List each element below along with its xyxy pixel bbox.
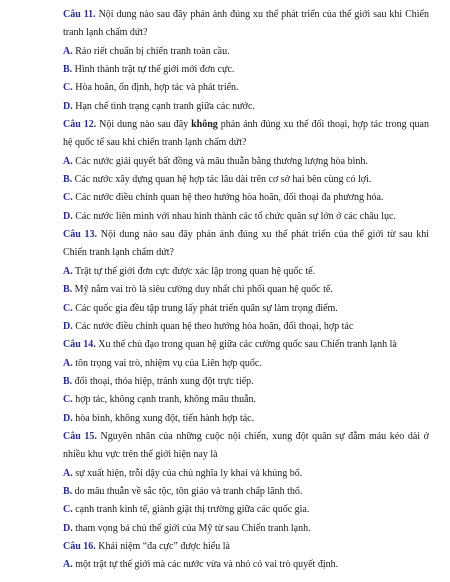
option-text: Mỹ nắm vai trò là siêu cường duy nhất chi phối quan hệ quốc tế. — [72, 284, 333, 296]
question-stem — [63, 116, 429, 153]
question-stem — [63, 428, 429, 465]
option-letter: A. — [63, 155, 73, 167]
option-text: sự xuất hiện, trỗi dậy của chủ nghĩa ly khai và khủng bố. — [72, 467, 303, 479]
question-stem — [63, 226, 429, 263]
answer-option — [63, 520, 429, 538]
option-letter: A. — [63, 265, 73, 277]
answer-option — [63, 483, 429, 501]
option-text: cạnh tranh kinh tế, giành giật thị trường giữa các quốc gia. — [72, 504, 310, 516]
answer-option — [63, 501, 429, 519]
question-stem — [63, 336, 429, 354]
option-letter: A. — [63, 467, 73, 479]
option-text: Rảo riết chuẩn bị chiến tranh toàn cầu. — [72, 45, 230, 57]
answer-option — [63, 153, 429, 171]
question-text: Nội dung nào sau đây — [96, 119, 192, 131]
option-letter: B. — [63, 284, 73, 296]
option-letter: D. — [63, 210, 73, 222]
question-stem — [63, 6, 429, 43]
option-text: Các nước điều chỉnh quan hệ theo hướng hòa hoãn, đối thoại, hợp tác — [72, 320, 354, 332]
answer-option — [63, 61, 429, 79]
option-text: Các quốc gia đều tập trung lấy phát triển quân sự làm trọng điểm. — [72, 302, 338, 314]
option-letter: D. — [63, 522, 73, 534]
option-letter: A. — [63, 45, 73, 57]
question-text-continued: phản ánh đúng xu thế đối thoại, hợp tác trong quan hệ quốc tế sau khi chiến tranh lạnh chấm dứt? — [63, 119, 429, 149]
question-number: Câu 15. — [63, 430, 97, 442]
answer-option — [63, 43, 429, 61]
option-text: tham vọng bá chủ thế giới của Mỹ từ sau Chiến tranh lạnh. — [72, 522, 311, 534]
answer-option — [63, 208, 429, 226]
answer-option — [63, 281, 429, 299]
question-number: Câu 16. — [63, 540, 96, 552]
option-text: Hòa hoãn, ổn định, hợp tác và phát triển. — [72, 82, 239, 94]
question-stem — [63, 538, 429, 556]
option-text: tôn trọng vai trò, nhiệm vụ của Liên hợp quốc. — [72, 357, 262, 369]
option-text: hòa bình, không xung đột, tiến hành hợp tác. — [72, 412, 255, 424]
answer-option — [63, 300, 429, 318]
option-text: đối thoại, thỏa hiệp, tránh xung đột trực tiếp. — [72, 375, 254, 387]
answer-option — [63, 318, 429, 336]
question-text: Nội dung nào sau đây phản ánh đúng xu thế phát triển của thế giới từ sau khi Chiến tranh lạnh chấm dứt? — [63, 229, 429, 259]
option-letter: A. — [63, 559, 73, 571]
option-letter: B. — [63, 64, 73, 76]
option-text: Hạn chế tình trạng cạnh tranh giữa các nước. — [72, 100, 255, 112]
question-text: Khái niệm “đa cực” được hiểu là — [95, 540, 230, 552]
question-number: Câu 12. — [63, 119, 97, 131]
option-text: một trật tự thế giới mà các nước vừa và nhỏ có vai trò quyết định. — [72, 559, 339, 571]
answer-option — [63, 556, 429, 574]
option-letter: C. — [63, 504, 73, 516]
option-letter: C. — [63, 82, 73, 94]
option-letter: C. — [63, 302, 73, 314]
option-letter: D. — [63, 412, 73, 424]
question-text: Xu thế chủ đạo trong quan hệ giữa các cường quốc sau Chiến tranh lạnh là — [95, 339, 397, 351]
question-keyword: không — [191, 119, 218, 131]
option-text: do mâu thuẫn về sắc tộc, tôn giáo và tranh chấp lãnh thổ. — [72, 485, 303, 497]
answer-option — [63, 189, 429, 207]
option-text: Trật tự thế giới đơn cực được xác lập trong quan hệ quốc tế. — [72, 265, 316, 277]
answer-option — [63, 410, 429, 428]
option-text: Các nước xây dựng quan hệ hợp tác lâu dài trên cơ sở hai bên cùng có lợi. — [72, 174, 372, 186]
question-number: Câu 14. — [63, 339, 96, 351]
option-text: Các nước điều chỉnh quan hệ theo hướng hòa hoãn, đối thoại đa phương hóa. — [72, 192, 384, 204]
option-letter: C. — [63, 192, 73, 204]
answer-option — [63, 465, 429, 483]
answer-option — [63, 263, 429, 281]
answer-option — [63, 98, 429, 116]
option-text: Các nước giải quyết bất đồng và mâu thuẫn bằng thương lượng hòa bình. — [72, 155, 368, 167]
option-text: hợp tác, không cạnh tranh, không mâu thuẫn. — [72, 394, 257, 406]
question-number: Câu 11. — [63, 9, 96, 20]
option-text: Các nước liên minh với nhau hình thành các tổ chức quân sự lớn ở các châu lục. — [72, 210, 396, 222]
answer-option — [63, 373, 429, 391]
option-letter: B. — [63, 485, 73, 497]
option-letter: A. — [63, 357, 73, 369]
option-letter: D. — [63, 320, 73, 332]
answer-option — [63, 391, 429, 409]
question-number: Câu 13. — [63, 229, 97, 241]
option-letter: B. — [63, 375, 73, 387]
answer-option — [63, 355, 429, 373]
answer-option — [63, 79, 429, 97]
option-letter: D. — [63, 100, 73, 112]
option-letter: B. — [63, 174, 73, 186]
option-text: Hình thành trật tự thế giới mới đơn cực. — [72, 64, 235, 76]
answer-option — [63, 171, 429, 189]
question-text: Nguyên nhân của những cuộc nội chiến, xung đột quân sự đẫm máu kéo dài ở nhiều khu vực trên thế giới hiện nay là — [63, 430, 429, 461]
question-text: Nội dung nào sau đây phản ánh đúng xu thế phát triển của thế giới sau khi Chiến tranh lạnh chấm dứt? — [63, 9, 429, 39]
option-letter: C. — [63, 394, 73, 406]
